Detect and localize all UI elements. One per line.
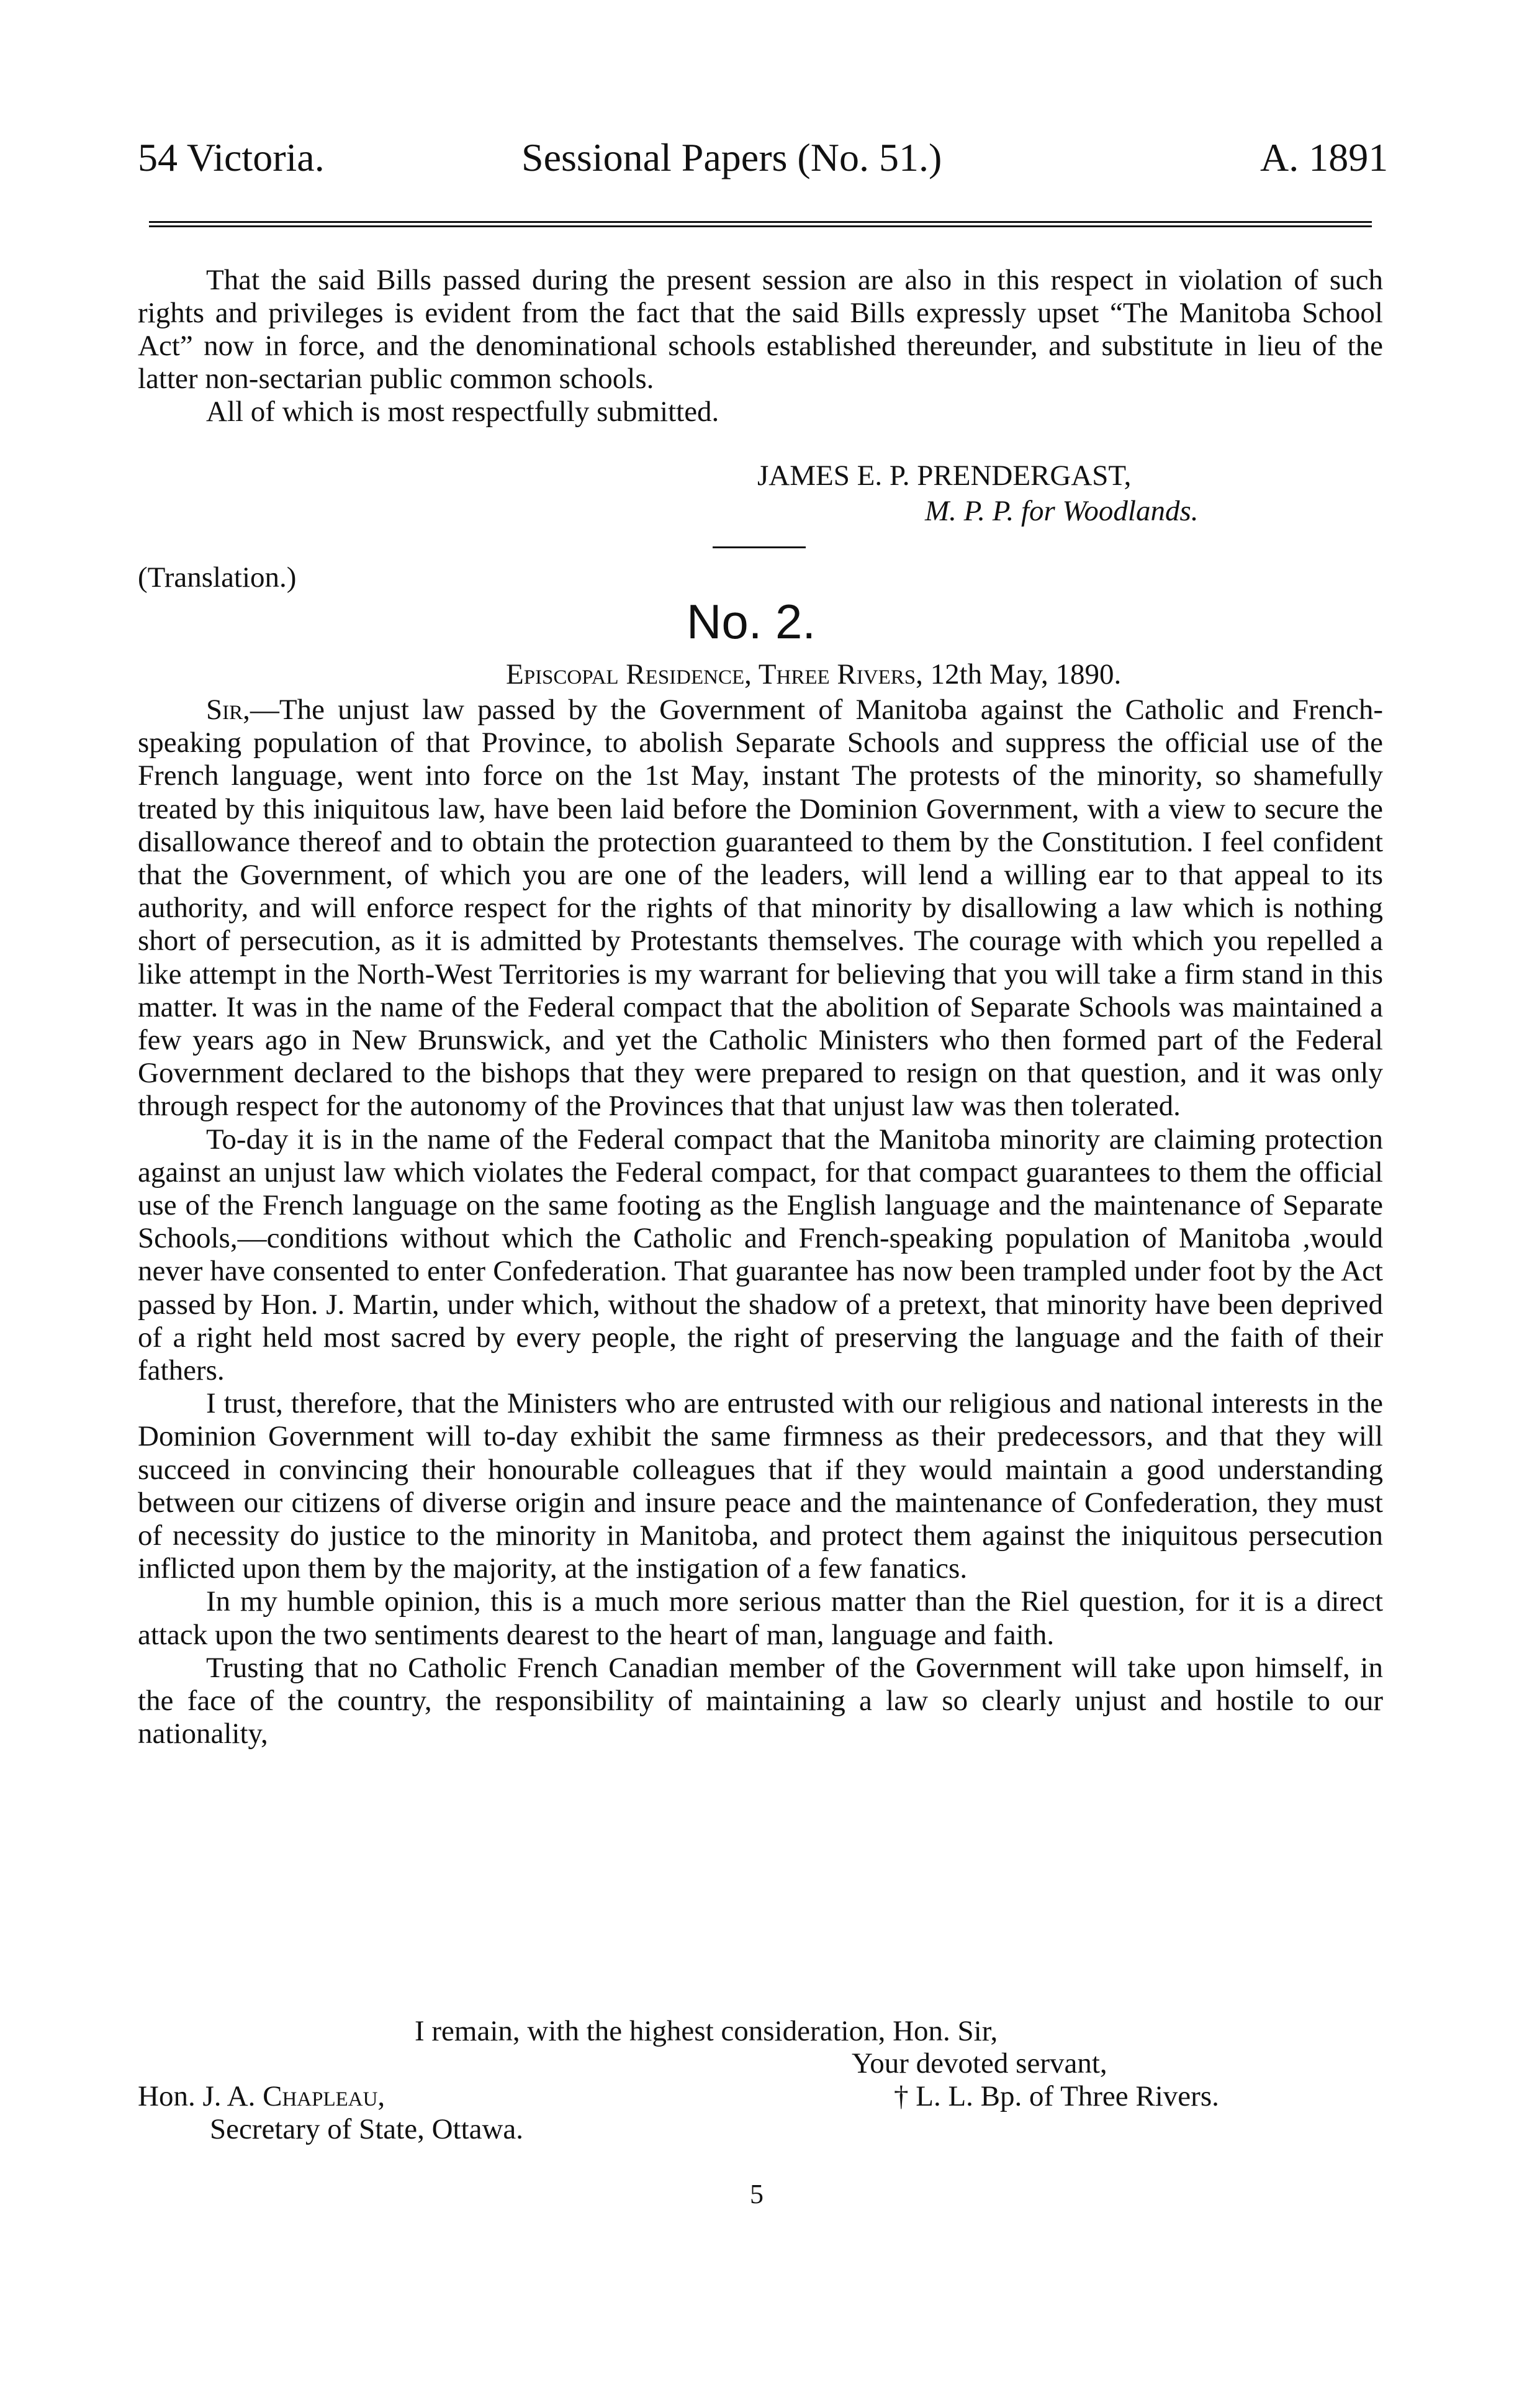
addressee-honorific: Hon. J. A. <box>138 2080 256 2112</box>
sender-signature: † L. L. Bp. of Three Rivers. <box>894 2080 1219 2112</box>
letter-paragraph-3: I trust, therefore, that the Ministers who are entrusted with our religious and national interests in the Dominion Government will to-day exhibit the same firmness as their predecessors, and that they will succeed in convincing their honourable colleagues that if they would maintain a good understanding between our citizens of diverse origin and insure peace and the maintenance of Confederation, they must of necessity do justice to the minority in Manitoba, and protect them against the iniquitous persecution inflicted upon them by the majority, at the instigation of a few fanatics. <box>138 1387 1383 1585</box>
intro-signature-role: M. P. P. for Woodlands. <box>925 495 1199 527</box>
page-number: 5 <box>750 2179 764 2209</box>
letter-paragraph-5: Trusting that no Catholic French Canadian member of the Government will take upon himself, in the face of the country, the responsibility of maintaining a law so clearly unjust and hostile to our nationality, <box>138 1651 1383 1750</box>
dateline-place: Episcopal Residence, Three Rivers, <box>506 658 923 690</box>
dateline <box>506 658 1121 691</box>
intro-paragraph: That the said Bills passed during the present session are also in this respect in violation of such rights and privileges is evident from the fact that the said Bills expressly upset “The Manitoba School Act” now in force, and the denominational schools established thereunder, and substitute in lieu of the latter non-sectarian public common schools. <box>138 264 1383 395</box>
dateline-date: 12th May, 1890. <box>930 658 1122 690</box>
header-divider <box>149 221 1372 227</box>
section-number: No. 2. <box>687 594 816 649</box>
addressee <box>138 2080 385 2113</box>
letter-paragraph-2: To-day it is in the name of the Federal compact that the Manitoba minority are claiming protection against an unjust law which violates the Federal compact, for that compact guarantees to them the official use of the French language on the same footing as the English language and the maintenance of Separate Schools,—conditions without which the Catholic and French-speaking population of Manitoba ,would never have consented to enter Confederation. That guarantee has now been trampled under foot by the Act passed by Hon. J. Martin, under which, without the shadow of a pretext, that minority have been deprived of a right held most sacred by every people, the right of preserving the language and the faith of their fathers. <box>138 1123 1383 1387</box>
letter-paragraph-1: —The unjust law passed by the Government of Manitoba against the Catholic and French-speaking population of that Province, to abolish Separate Schools and suppress the official use of the French language, went into force on the 1st May, instant The protests of the minority, so shamefully treated by this iniquitous law, have been laid before the Dominion Government, with a view to secure the disallowance thereof and to obtain the protection guaranteed to them by the Constitution. I feel confident that the Government, of which you are one of the leaders, will lend a willing ear to that appeal to its authority, and will enforce respect for the rights of that minority by disallowing a law which is nothing short of persecution, as it is admitted by Protestants themselves. The courage with which you repelled a like attempt in the North-West Territories is my warrant for believing that you will take a firm stand in this matter. It was in the name of the Federal compact that the abolition of Separate Schools was maintained a few years ago in New Brunswick, and yet the Catholic Ministers who then formed part of the Federal Government declared to the bishops that they were prepared to resign on that question, and it was only through respect for the autonomy of the Provinces that that unjust law was then tolerated. <box>138 694 1383 1123</box>
intro-submitted: All of which is most respectfully submitted. <box>206 396 719 428</box>
letter-paragraph <box>138 694 1383 1123</box>
header-year: A. 1891 <box>1260 135 1389 179</box>
section-divider <box>713 546 806 548</box>
header-session: 54 Victoria. <box>138 135 325 179</box>
letter-body <box>138 694 1383 1751</box>
letter-paragraph-4: In my humble opinion, this is a much more serious matter than the Riel question, for it is a direct attack upon the two sentiments dearest to the heart of man, language and faith. <box>138 1585 1383 1651</box>
header-title: Sessional Papers (No. 51.) <box>521 135 942 179</box>
intro-signature-name: JAMES E. P. PRENDERGAST, <box>757 459 1132 492</box>
intro-block <box>138 264 1383 428</box>
closing-line: I remain, with the highest consideration, Hon. Sir, <box>415 2015 998 2047</box>
addressee-title: Secretary of State, Ottawa. <box>210 2113 524 2145</box>
translation-note: (Translation.) <box>138 561 297 594</box>
letter-salutation: Sir, <box>206 694 250 726</box>
addressee-name: Chapleau, <box>263 2080 385 2112</box>
valediction: Your devoted servant, <box>852 2047 1107 2080</box>
